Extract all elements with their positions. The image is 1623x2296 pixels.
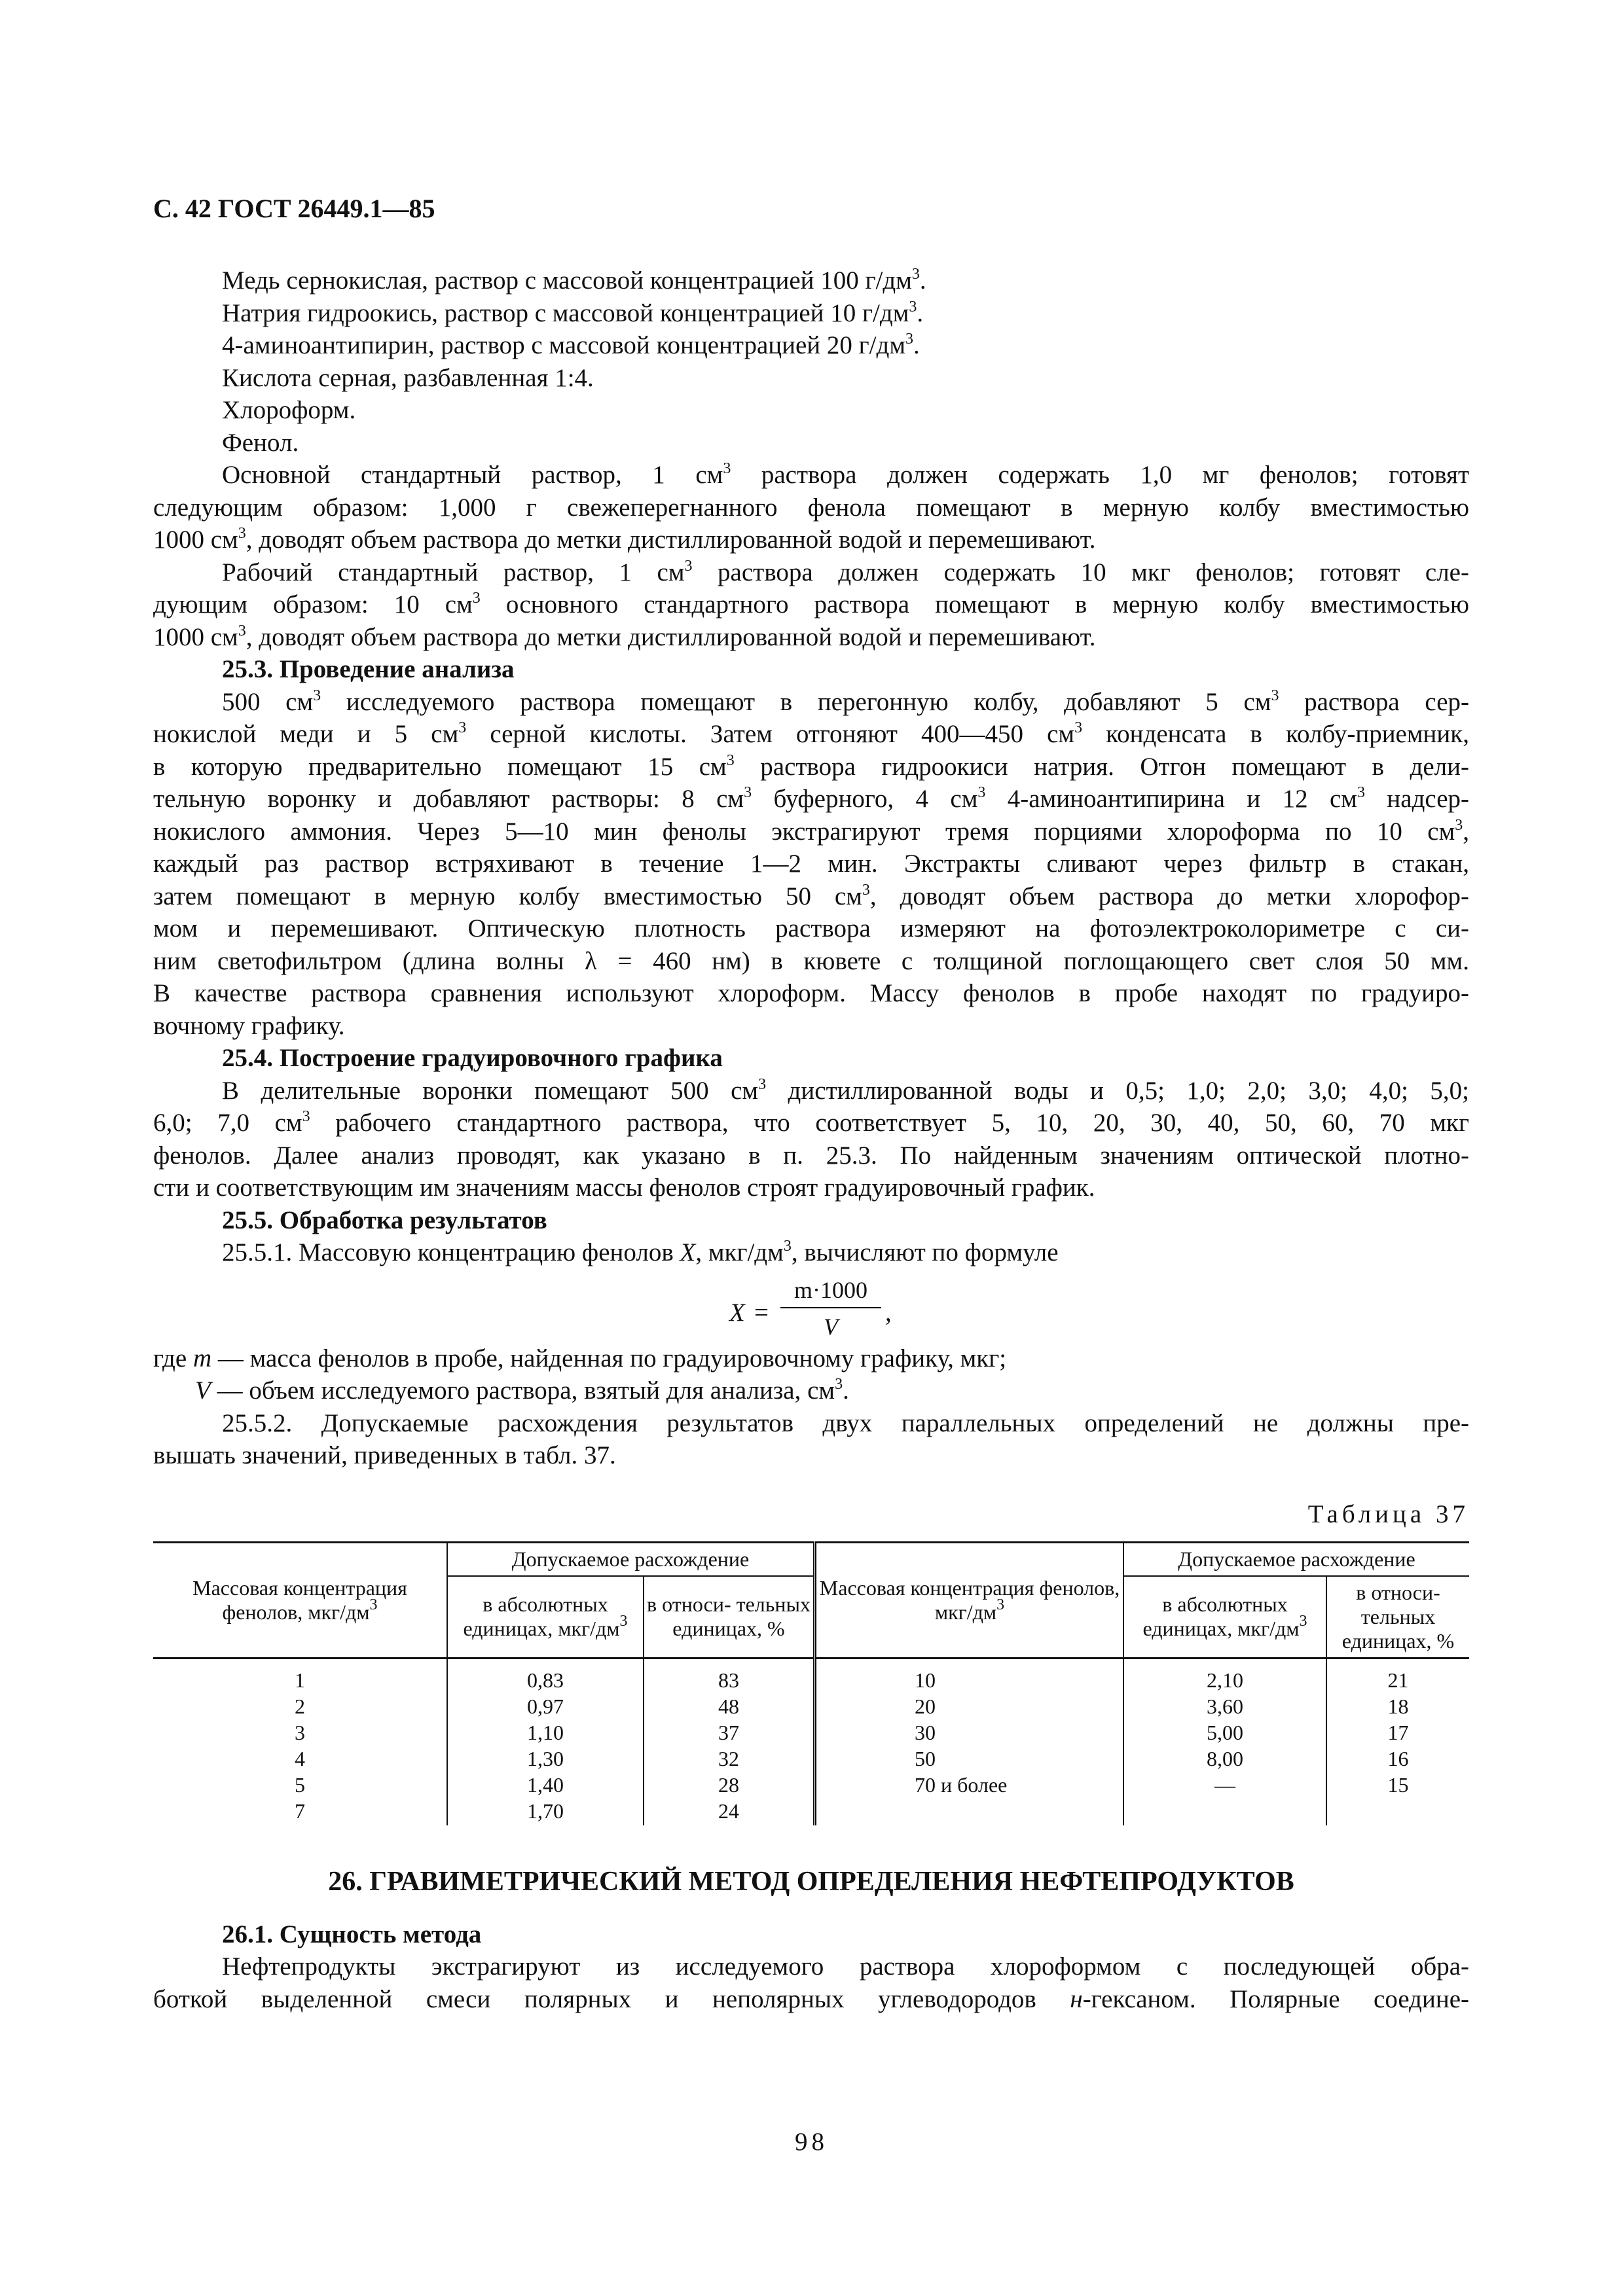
- text: раствора должен содержать 10 мкг фенолов; готовят сле-: [692, 558, 1469, 586]
- paragraph-line: [153, 1236, 1469, 1269]
- cell: 50: [815, 1747, 1124, 1773]
- text: , вычисляют по формуле: [791, 1238, 1059, 1266]
- reagent-sodium-hydroxide: [153, 297, 1469, 330]
- superscript: 3: [862, 881, 870, 899]
- cell: 3: [295, 1720, 305, 1744]
- cell: 24: [644, 1799, 815, 1825]
- paragraph-line: [153, 686, 1469, 719]
- cell: 48: [644, 1695, 815, 1721]
- text: Основной стандартный раствор, 1 см: [222, 461, 723, 489]
- text: тельную воронку и добавляют растворы: 8 см: [153, 785, 744, 813]
- text: 500 см: [222, 687, 314, 716]
- cell: 37: [644, 1721, 815, 1747]
- cell: 4: [295, 1746, 305, 1770]
- table-row: [153, 1799, 1469, 1825]
- concentration-formula: [153, 1269, 1469, 1342]
- table-row: [153, 1695, 1469, 1721]
- superscript: 3: [369, 1596, 378, 1613]
- text: , доводят объем раствора до метки дистиллированной водой и перемешивают.: [246, 622, 1096, 651]
- paragraph-line: [153, 718, 1469, 751]
- text: 4-аминоантипирин, раствор с массовой концентрацией 20 г/дм: [222, 331, 906, 359]
- cell: 5,00: [1123, 1721, 1326, 1747]
- variable: m: [192, 1344, 212, 1372]
- cell: 1,30: [447, 1747, 644, 1773]
- text: дистиллированной воды и 0,5; 1,0; 2,0; 3,0; 4,0; 5,0;: [766, 1076, 1470, 1105]
- superscript: 3: [996, 1596, 1005, 1613]
- superscript: 3: [905, 331, 914, 348]
- cell: [1326, 1799, 1469, 1825]
- text: затем помещают в мерную колбу вместимостью 50 см: [153, 882, 862, 910]
- text: 4-аминоантипирина и 12 см: [985, 785, 1357, 813]
- cell: 8,00: [1123, 1747, 1326, 1773]
- paragraph-line: В качестве раствора сравнения используют хлороформ. Массу фенолов в пробе находят по градуиро-: [153, 979, 1469, 1007]
- text: исследуемого раствора помещают в перегонную колбу, добавляют 5 см: [321, 687, 1271, 716]
- text: .: [843, 1376, 849, 1405]
- text: 25.5.1. Массовую концентрацию фенолов: [222, 1238, 680, 1266]
- paragraph-line: ним светофильтром (длина волны λ = 460 нм) в кювете с толщиной поглощающего свет слоя 50 мм.: [153, 946, 1469, 975]
- fraction-bar: [780, 1307, 881, 1308]
- section-heading-26-1: 26.1. Сущность метода: [222, 1920, 482, 1948]
- superscript: 3: [758, 1075, 767, 1093]
- variable: X: [680, 1238, 696, 1266]
- table-row: [153, 1747, 1469, 1773]
- reagent-sulfuric-acid: Кислота серная, разбавленная 1:4.: [222, 363, 594, 392]
- cell: 28: [644, 1773, 815, 1799]
- paragraph-line: вышать значений, приведенных в табл. 37.: [153, 1441, 616, 1469]
- superscript: 3: [1357, 784, 1365, 801]
- paragraph-line: следующим образом: 1,000 г свежеперегнанного фенола помещают в мерную колбу вместимостью: [153, 493, 1469, 522]
- superscript: 3: [1455, 816, 1463, 834]
- table-37: [153, 1541, 1469, 1825]
- table-row: [153, 1721, 1469, 1747]
- text: боткой выделенной смеси полярных и неполярных углеводородов: [153, 1984, 1070, 2013]
- cell: 0,97: [447, 1695, 644, 1721]
- text: 6,0; 7,0 см: [153, 1109, 302, 1137]
- text: Рабочий стандартный раствор, 1 см: [222, 558, 685, 586]
- text: раствора сер-: [1279, 687, 1469, 716]
- main-standard-paragraph: [153, 459, 1469, 556]
- formula-equals: =: [754, 1298, 769, 1327]
- paragraph-line: [153, 621, 1469, 654]
- header-absolute: [1123, 1576, 1326, 1659]
- cell: 18: [1326, 1695, 1469, 1721]
- formula-numerator: m·1000: [794, 1276, 867, 1303]
- section-heading-25-5: 25.5. Обработка результатов: [222, 1206, 547, 1234]
- cell: 17: [1326, 1721, 1469, 1747]
- reagent-phenol: Фенол.: [222, 428, 299, 457]
- paragraph-line: [153, 1107, 1469, 1139]
- paragraph-line: сти и соответствующим им значениям массы фенолов строят градуировочный график.: [153, 1174, 1095, 1202]
- text: , мкг/дм: [695, 1238, 784, 1266]
- text: раствора гидроокиси натрия. Отгон помещают в дели-: [734, 752, 1470, 781]
- variable: V: [195, 1376, 211, 1405]
- text: — объем исследуемого раствора, взятый для анализа, см: [210, 1376, 835, 1405]
- paragraph-line: [153, 880, 1469, 913]
- cell: 1,10: [447, 1721, 644, 1747]
- text: нокислой меди и 5 см: [153, 720, 459, 748]
- paragraph-line: [153, 1983, 1469, 2016]
- superscript: 3: [1074, 719, 1083, 736]
- text: дующим образом: 10 см: [153, 590, 473, 619]
- table-row: [153, 1658, 1469, 1695]
- cell: 32: [644, 1747, 815, 1773]
- paragraph-line: [153, 1075, 1469, 1107]
- header-relative: в относи- тельных единицах, %: [644, 1576, 815, 1659]
- cell: 30: [815, 1721, 1124, 1747]
- superscript: 3: [726, 751, 735, 769]
- page-number: 98: [795, 2128, 828, 2156]
- cell: 1,40: [447, 1773, 644, 1799]
- reagent-chloroform: Хлороформ.: [222, 396, 356, 424]
- text: — масса фенолов в пробе, найденная по градуировочному графику, мкг;: [211, 1344, 1007, 1372]
- cell: 20: [815, 1695, 1124, 1721]
- text: надсер-: [1364, 785, 1469, 813]
- text: основного стандартного раствора помещают в мерную колбу вместимостью: [480, 590, 1470, 619]
- paragraph-line: [153, 459, 1469, 492]
- text: -гексаном. Полярные соедине-: [1082, 1984, 1469, 2013]
- cell: 2: [295, 1694, 305, 1718]
- where-line-m: [153, 1342, 1469, 1375]
- superscript: 3: [783, 1238, 792, 1255]
- cell: [1123, 1799, 1326, 1825]
- superscript: 3: [1271, 687, 1279, 704]
- cell: 5: [295, 1772, 305, 1797]
- cell: 3,60: [1123, 1695, 1326, 1721]
- superscript: 3: [619, 1613, 628, 1630]
- superscript: 3: [684, 557, 693, 575]
- analysis-paragraph: [153, 686, 1469, 1043]
- cell: 2,10: [1123, 1658, 1326, 1695]
- text: 1000 см: [153, 526, 238, 554]
- superscript: 3: [313, 687, 321, 704]
- text: , доводят объем раствора до метки хлорофор-: [869, 882, 1469, 910]
- cell: 83: [644, 1658, 815, 1695]
- text: , доводят объем раствора до метки дистиллированной водой и перемешивают.: [246, 526, 1096, 554]
- paragraph-line: [153, 783, 1469, 816]
- paragraph-line: мом и перемешивают. Оптическую плотность раствора измеряют на фотоэлектроколориметре с си-: [153, 914, 1469, 942]
- paragraph-line: [153, 588, 1469, 621]
- formula-comma: ,: [885, 1298, 892, 1327]
- paragraph-line: [153, 556, 1469, 589]
- paragraph-line: каждый раз раствор встряхивают в течение 1—2 мин. Экстракты сливают через фильтр в стакан,: [153, 850, 1469, 878]
- text: 1000 см: [153, 622, 238, 651]
- text: нокислого аммония. Через 5—10 мин фенолы экстрагируют тремя порциями хлороформа по 10 см: [153, 817, 1455, 846]
- text: .: [919, 266, 926, 295]
- text: Медь сернокислая, раствор с массовой концентрацией 100 г/дм: [222, 266, 912, 295]
- table-row: [153, 1773, 1469, 1799]
- running-header: С. 42 ГОСТ 26449.1—85: [153, 194, 435, 223]
- text: серной кислоты. Затем отгоняют 400—450 см: [466, 720, 1075, 748]
- text: Массовая концентрация фенолов, мкг/дм: [819, 1575, 1120, 1624]
- variable: н: [1070, 1984, 1083, 2013]
- section-heading-25-3: 25.3. Проведение анализа: [222, 655, 515, 683]
- text: в которую предварительно помещают 15 см: [153, 752, 727, 781]
- superscript: 3: [1299, 1613, 1307, 1630]
- section-title-26: 26. ГРАВИМЕТРИЧЕСКИЙ МЕТОД ОПРЕДЕЛЕНИЯ НЕФТЕПРОДУКТОВ: [328, 1866, 1294, 1897]
- header-absolute: [447, 1576, 644, 1659]
- cell: 0,83: [447, 1658, 644, 1695]
- reagent-copper-sulfate: [153, 264, 1469, 297]
- working-standard-paragraph: [153, 556, 1469, 654]
- where-line-v: [153, 1374, 1469, 1407]
- cell: —: [1123, 1773, 1326, 1799]
- paragraph-line: вочному графику.: [153, 1011, 345, 1040]
- cell: 70 и более: [815, 1773, 1124, 1799]
- superscript: 3: [302, 1108, 310, 1125]
- text: буферного, 4 см: [752, 785, 978, 813]
- text: Массовая концентрация фенолов, мкг/дм: [192, 1575, 407, 1624]
- header-allowed-divergence: Допускаемое расхождение: [1123, 1542, 1469, 1576]
- paragraph-line: [153, 751, 1469, 783]
- table-caption: Таблица 37: [1307, 1499, 1469, 1528]
- paragraph-line: 25.5.2. Допускаемые расхождения результатов двух параллельных определений не должны пре-: [222, 1408, 1469, 1437]
- formula-lhs: X: [729, 1298, 745, 1327]
- cell: 16: [1326, 1747, 1469, 1773]
- cell: 1: [295, 1668, 305, 1692]
- reagent-aminoantipyrine: [153, 329, 1469, 362]
- cell: 10: [815, 1658, 1124, 1695]
- cell: 1,70: [447, 1799, 644, 1825]
- superscript: 3: [238, 622, 246, 639]
- superscript: 3: [744, 784, 752, 801]
- paragraph-line: [153, 816, 1469, 848]
- text: .: [913, 331, 920, 359]
- calibration-paragraph: [153, 1075, 1469, 1204]
- cell: 15: [1326, 1773, 1469, 1799]
- cell: 7: [295, 1799, 305, 1823]
- superscript: 3: [911, 266, 920, 283]
- text: .: [917, 298, 924, 327]
- text: Натрия гидроокись, раствор с массовой концентрацией 10 г/дм: [222, 298, 909, 327]
- superscript: 3: [723, 460, 731, 477]
- text: рабочего стандартного раствора, что соответствует 5, 10, 20, 30, 40, 50, 60, 70 мкг: [310, 1109, 1470, 1137]
- paragraph-line: фенолов. Далее анализ проводят, как указано в п. 25.3. По найденным значениям оптической плотно-: [153, 1141, 1469, 1170]
- section-heading-25-4: 25.4. Построение градуировочного графика: [222, 1044, 723, 1072]
- formula-denominator: V: [824, 1313, 838, 1340]
- header-allowed-divergence: Допускаемое расхождение: [447, 1542, 815, 1576]
- cell: 21: [1326, 1658, 1469, 1695]
- superscript: 3: [977, 784, 986, 801]
- header-concentration: [153, 1542, 447, 1658]
- text: раствора должен содержать 1,0 мг фенолов; готовят: [731, 461, 1469, 489]
- cell: [815, 1799, 1124, 1825]
- superscript: 3: [238, 525, 246, 542]
- text: в абсолютных единицах, мкг/дм: [463, 1592, 620, 1640]
- superscript: 3: [472, 590, 481, 607]
- superscript: 3: [909, 298, 917, 315]
- paragraph-line: [153, 524, 1469, 556]
- text: в абсолютных единицах, мкг/дм: [1142, 1592, 1300, 1640]
- text: В делительные воронки помещают 500 см: [222, 1076, 759, 1105]
- text: конденсата в колбу-приемник,: [1082, 720, 1469, 748]
- superscript: 3: [458, 719, 467, 736]
- table-header-row: [153, 1542, 1469, 1576]
- paragraph-line: Нефтепродукты экстрагируют из исследуемого раствора хлороформом с последующей обра-: [222, 1952, 1469, 1981]
- superscript: 3: [835, 1376, 843, 1393]
- text: где: [153, 1344, 193, 1372]
- text: ,: [1463, 817, 1469, 846]
- header-concentration: [815, 1542, 1124, 1658]
- header-relative: в относи- тельных единицах, %: [1326, 1576, 1469, 1659]
- document-body: [153, 264, 1469, 2015]
